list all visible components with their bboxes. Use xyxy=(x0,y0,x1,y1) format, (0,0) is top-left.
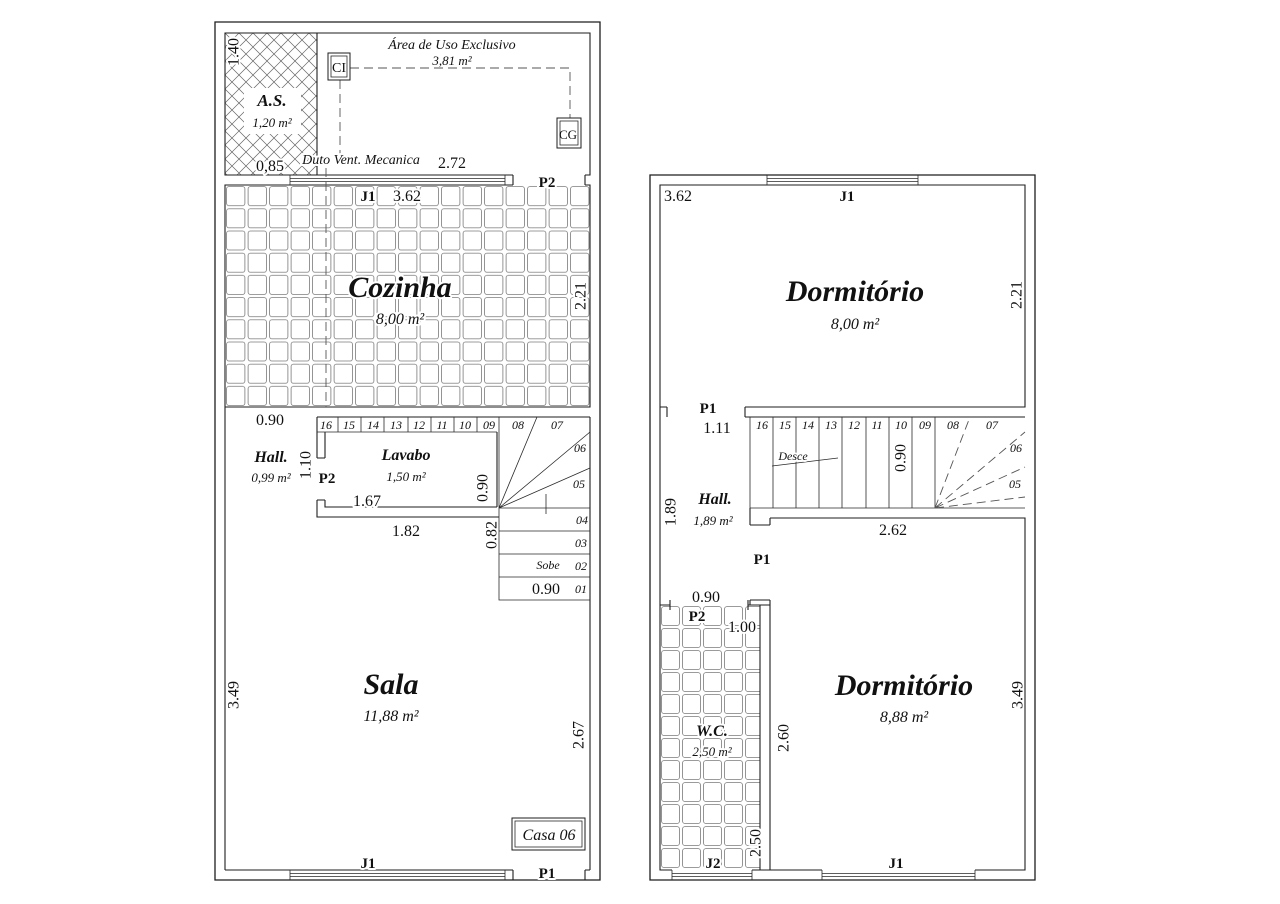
upper-stair-step-08: 08 xyxy=(947,418,959,432)
ground-stair-step-04: 04 xyxy=(576,513,588,527)
dim-lavabo-depth: 0.90 xyxy=(474,474,492,502)
ground-stair-step-01: 01 xyxy=(575,582,587,596)
upper-stair-step-09: 09 xyxy=(919,418,931,432)
ci-label: CI xyxy=(332,61,346,76)
ground-stair-step-05: 05 xyxy=(573,477,585,491)
upper-stair-step-11: 11 xyxy=(871,418,883,432)
ground-stair-step-15: 15 xyxy=(343,418,355,432)
upper-stair-step-14: 14 xyxy=(802,418,814,432)
upper-stair-direction: Desce xyxy=(778,449,808,463)
dim-ground-stair-depth: 0.82 xyxy=(483,521,501,549)
ground-stair-direction: Sobe xyxy=(536,558,560,572)
bedroom-front-window-label: J1 xyxy=(839,189,855,205)
dim-living-room-side: 2.67 xyxy=(570,721,588,749)
dim-upper-hall-depth: 1.89 xyxy=(662,498,680,526)
dim-lavabo-width: 1.67 xyxy=(353,493,381,510)
dim-bedroom-front-width: 3.62 xyxy=(664,188,692,205)
hall-area: 0,99 m² xyxy=(251,470,291,485)
upper-stair-step-10: 10 xyxy=(895,418,907,432)
ground-stair-step-06: 06 xyxy=(574,441,586,455)
dim-hall-depth: 1.10 xyxy=(297,451,315,479)
dim-bedroom-rear-depth: 3.49 xyxy=(1009,681,1027,709)
hall-label: Hall. xyxy=(254,449,288,466)
ground-stair-step-07: 07 xyxy=(551,418,563,432)
dim-bedroom-front-depth: 2.21 xyxy=(1008,281,1026,309)
upper-stair-step-12: 12 xyxy=(848,418,860,432)
ground-stair-step-13: 13 xyxy=(390,418,402,432)
kitchen-area: 8,00 m² xyxy=(375,311,425,328)
bathroom-label: W.C. xyxy=(696,723,728,740)
bedroom-rear-window-label: J1 xyxy=(888,856,904,872)
upper-hall-area: 1,89 m² xyxy=(693,513,733,528)
upper-stair-step-05: 05 xyxy=(1009,477,1021,491)
kitchen-window-label: J1 xyxy=(360,189,376,205)
bathroom-window-label: J2 xyxy=(705,856,721,872)
kitchen-label: Cozinha xyxy=(348,271,452,304)
ground-stair-step-10: 10 xyxy=(459,418,471,432)
kitchen-door-label: P2 xyxy=(538,175,556,191)
dim-living-room-depth: 3.49 xyxy=(225,681,243,709)
dim-kitchen-width: 3.62 xyxy=(393,188,421,205)
exclusive-area-label: Área de Uso Exclusivo xyxy=(388,38,516,53)
upper-stair-step-15: 15 xyxy=(779,418,791,432)
ground-stair-step-16: 16 xyxy=(320,418,332,432)
lavabo-label: Lavabo xyxy=(381,447,431,464)
lavabo-area: 1,50 m² xyxy=(386,469,426,484)
bedroom-rear-area: 8,88 m² xyxy=(879,709,929,726)
duct-label: Duto Vent. Mecanica xyxy=(302,153,420,168)
dim-lavabo-outer: 1.82 xyxy=(392,523,420,540)
upper-stair-step-07: 07 xyxy=(986,418,998,432)
ground-stair-step-12: 12 xyxy=(413,418,425,432)
dim-service-area-height: 1.40 xyxy=(225,38,243,66)
dim-service-area-width: 0,85 xyxy=(256,158,284,175)
cg-label: CG xyxy=(558,127,578,142)
dim-ground-stair-width: 0.90 xyxy=(532,581,560,598)
upper-stair-step-16: 16 xyxy=(756,418,768,432)
dim-exclusive-area-width: 2.72 xyxy=(438,155,466,172)
unit-label: Casa 06 xyxy=(522,827,576,844)
dim-bathroom-width: 1.00 xyxy=(728,619,756,636)
bedroom-front-label: Dormitório xyxy=(785,275,925,308)
bathroom-door-label: P2 xyxy=(688,609,706,625)
ground-stair-step-09: 09 xyxy=(483,418,495,432)
service-area-size: 1,20 m² xyxy=(252,115,292,130)
dim-bedroom-rear-width: 2.62 xyxy=(879,522,907,539)
dim-hall-width: 0.90 xyxy=(256,412,284,429)
ground-stair-step-08: 08 xyxy=(512,418,524,432)
upper-hall-label: Hall. xyxy=(698,491,732,508)
living-room-label: Sala xyxy=(363,668,419,701)
exclusive-area-size: 3,81 m² xyxy=(432,53,472,68)
ground-stair-step-11: 11 xyxy=(436,418,448,432)
bedroom-rear-label: Dormitório xyxy=(834,669,974,702)
upper-stair-step-13: 13 xyxy=(825,418,837,432)
dim-bathroom-depth: 2.50 xyxy=(747,829,765,857)
ground-stair-step-03: 03 xyxy=(575,536,587,550)
bedroom-front-door-label: P1 xyxy=(699,401,717,417)
bedroom-rear-door-label: P1 xyxy=(753,552,771,568)
lavabo-door-label: P2 xyxy=(318,471,336,487)
bedroom-front-area: 8,00 m² xyxy=(830,316,880,333)
bathroom-area: 2,50 m² xyxy=(692,744,732,759)
dim-bedroom-rear-side: 2.60 xyxy=(775,724,793,752)
living-room-area: 11,88 m² xyxy=(363,708,419,725)
dim-upper-hall-bottom: 0.90 xyxy=(692,589,720,606)
dim-upper-hall-width: 1.11 xyxy=(703,420,731,437)
living-room-window-label: J1 xyxy=(360,856,376,872)
ground-stair-step-02: 02 xyxy=(575,559,587,573)
dim-upper-stair-width: 0.90 xyxy=(892,444,910,472)
ground-stair-step-14: 14 xyxy=(367,418,379,432)
dim-kitchen-depth: 2.21 xyxy=(572,282,590,310)
upper-stair-step-06: 06 xyxy=(1010,441,1022,455)
service-area-label: A.S. xyxy=(257,91,287,110)
entry-door-label: P1 xyxy=(538,866,556,882)
